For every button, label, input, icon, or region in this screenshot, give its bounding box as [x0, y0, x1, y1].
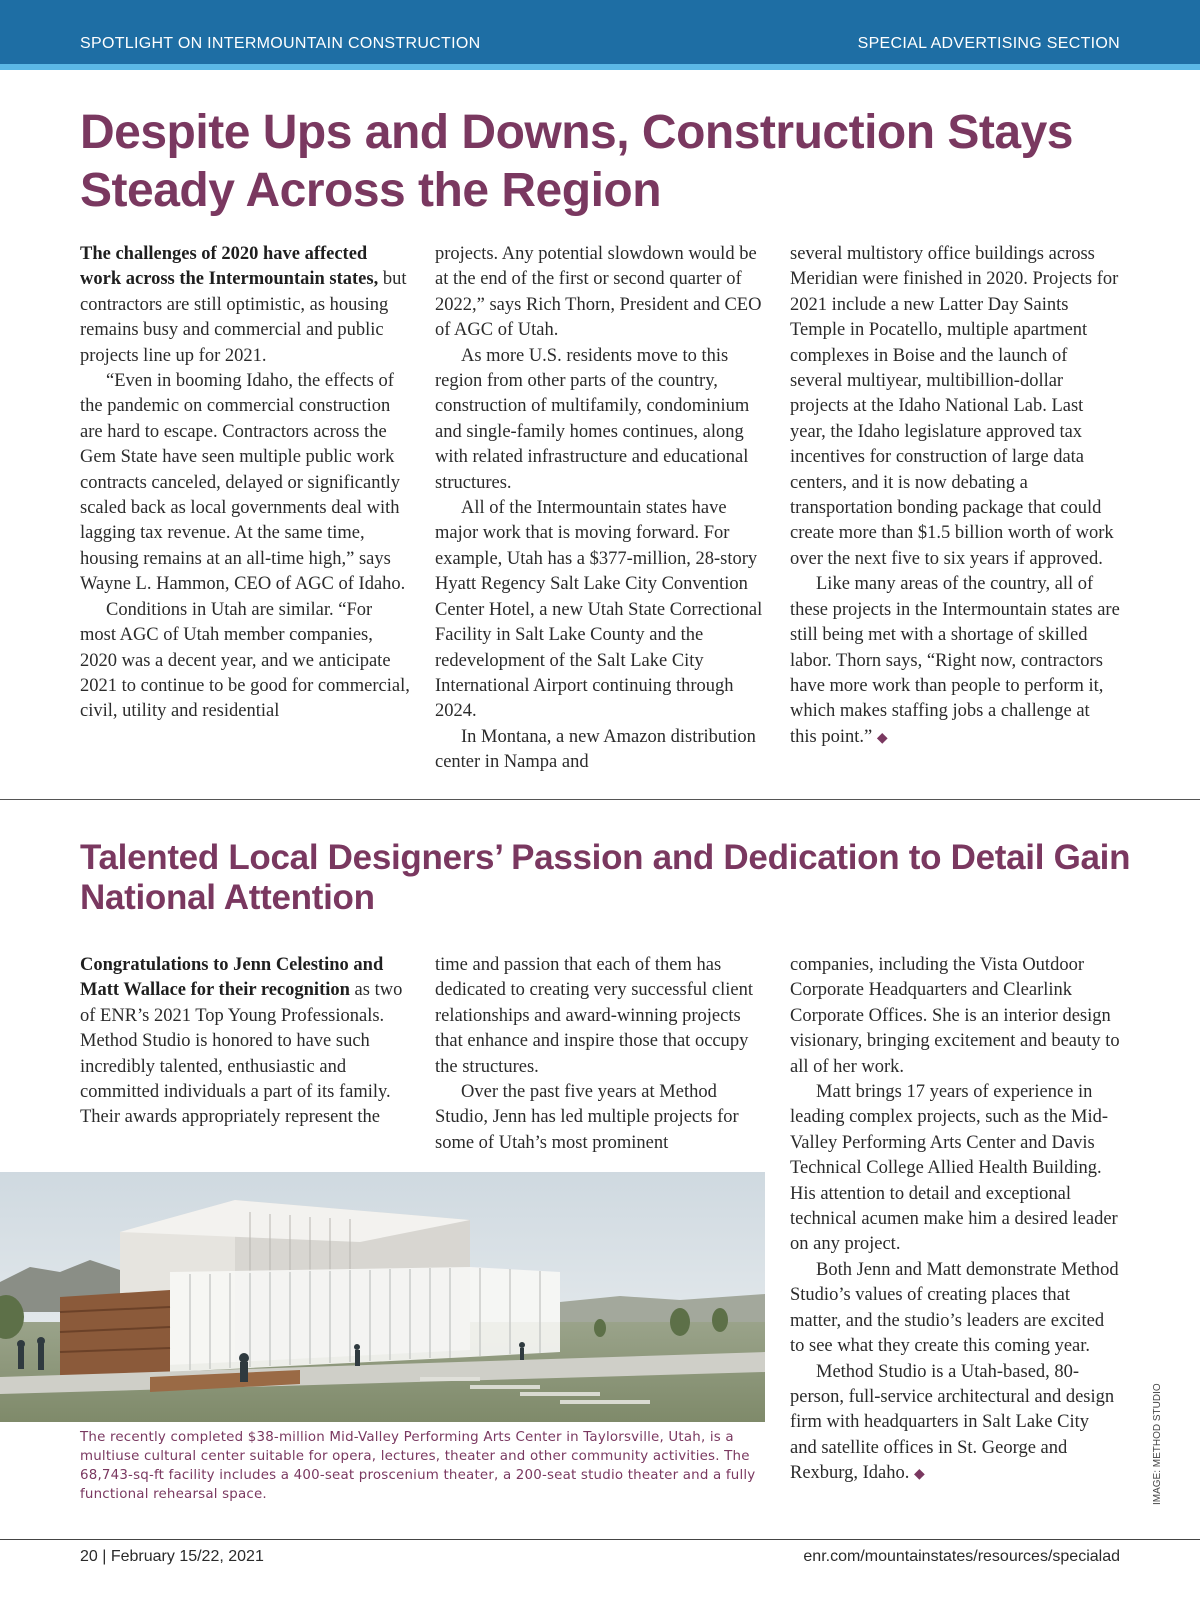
article1-paragraph-continued: projects. Any potential slowdown would be at the end of the first or second quarter of 2022,” says Rich Thorn, President and CEO of AGC of Utah. [435, 244, 762, 341]
article2-column-3 [790, 953, 1120, 1488]
end-mark-icon: ◆ [914, 1467, 925, 1483]
article2-closing-text: Method Studio is a Utah-based, 80-person, full-service architectural and design firm with headquarters in Salt Lake City and satellite offices in St. George and Rexburg, Idaho. [790, 1361, 1115, 1484]
header-accent-stripe [0, 64, 1200, 70]
article2-paragraph [790, 1360, 1120, 1488]
article2-paragraph-continued: time and passion that each of them has dedicated to creating very successful client relationships and award-winning projects that enhance and inspire those that occupy the structures. [435, 955, 753, 1077]
article2-paragraph: Over the past five years at Method Studio, Jenn has led multiple projects for some of Utah’s most prominent [435, 1082, 739, 1153]
advertising-label: SPECIAL ADVERTISING SECTION [857, 35, 1120, 52]
end-mark-icon: ◆ [876, 730, 888, 746]
article2-column-2 [435, 953, 765, 1156]
article1-paragraph: As more U.S. residents move to this region from other parts of the country, construction of multifamily, condominium and single-family homes continues, along with related infrastructure and educational structures. [435, 345, 750, 493]
photo-caption: The recently completed $38-million Mid-Valley Performing Arts Center in Taylorsville, Utah, is a multiuse cultural center suitable for opera, lectures, theater and other community activities. The 68,743-sq-ft facility includes a 400-seat proscenium theater, a 200-seat studio theater and a fully functional rehearsal space. [80, 1430, 756, 1502]
article2-column-1 [80, 953, 410, 1131]
article1-paragraph: In Montana, a new Amazon distribution center in Nampa and [435, 726, 756, 773]
article1-column-1 [80, 242, 410, 725]
article2-title: Talented Local Designers’ Passion and Dedication to Detail Gain National Attention [80, 838, 1131, 917]
article-title: Despite Ups and Downs, Construction Stays Steady Across the Region [80, 106, 1073, 217]
article1-column-3 [790, 242, 1120, 751]
building-rendering-photo [0, 1172, 765, 1422]
header-bar [0, 0, 1200, 64]
footer-url[interactable]: enr.com/mountainstates/resources/specialad [803, 1548, 1120, 1565]
article1-column-2 [435, 242, 765, 776]
article1-closing-text: Like many areas of the country, all of these projects in the Intermountain states are still being met with a shortage of skilled labor. Thorn says, “Right now, contractors have more work than people to perform it, which makes staffing jobs a challenge at this point.” [790, 574, 1120, 747]
footer-divider [0, 1539, 1200, 1540]
article1-paragraph: “Even in booming Idaho, the effects of the pandemic on commercial construction are hard to escape. Contractors across the Gem State have seen multiple public work contracts canceled, delayed or significantly scaled back as local governments deal with lagging tax revenue. At the same time, housing remains at an all-time high,” says Wayne L. Hammon, CEO of AGC of Idaho. [80, 371, 406, 595]
article1-paragraph-continued: several multistory office buildings across Meridian were finished in 2020. Projects for 2021 include a new Latter Day Saints Temple in Pocatello, multiple apartment complexes in Boise and the launch of several multiyear, multibillion-dollar projects at the Idaho National Lab. Last year, the Idaho legislature approved tax incentives for construction of large data centers, and it is now debating a transportation bonding package that could create more than $1.5 billion worth of work over the next five to six years if approved. [790, 244, 1119, 569]
article2-paragraph: Matt brings 17 years of experience in leading complex projects, such as the Mid-Valley Performing Arts Center and Davis Technical College Allied Health Building. His attention to detail and exceptional technical acumen make him a desired leader on any project. [790, 1082, 1118, 1255]
article2-paragraph: Both Jenn and Matt demonstrate Method Studio’s values of creating places that matter, and the studio’s leaders are excited to see what they create this coming year. [790, 1259, 1119, 1357]
section-divider [0, 799, 1200, 800]
section-label: SPOTLIGHT ON INTERMOUNTAIN CONSTRUCTION [80, 35, 481, 52]
page-number-date: 20 | February 15/22, 2021 [80, 1548, 264, 1565]
article1-lead-text: but contractors are still optimistic, as housing remains busy and commercial and public projects line up for 2021. [80, 269, 407, 366]
article2-lead-text: as two of ENR’s 2021 Top Young Professionals. Method Studio is honored to have such incredibly talented, enthusiastic and committed individuals a part of its family. Their awards appropriately represent the [80, 980, 403, 1128]
article2-lead-bold: Congratulations to Jenn Celestino and Matt Wallace for their recognition [80, 955, 384, 1001]
article1-paragraph [790, 572, 1120, 751]
image-credit: IMAGE: METHOD STUDIO [1152, 1383, 1163, 1505]
article1-lead-paragraph [80, 242, 410, 369]
article1-lead-bold: The challenges of 2020 have affected work across the Intermountain states, [80, 244, 379, 290]
article1-paragraph: Conditions in Utah are similar. “For most AGC of Utah member companies, 2020 was a decent year, and we anticipate 2021 to continue to be good for commercial, civil, utility and residential [80, 599, 410, 722]
article2-paragraph-continued: companies, including the Vista Outdoor Corporate Headquarters and Clearlink Corporate Offices. She is an interior design visionary, bringing excitement and beauty to all of her work. [790, 955, 1120, 1077]
article2-lead-paragraph [80, 953, 410, 1131]
article1-paragraph: All of the Intermountain states have major work that is moving forward. For example, Utah has a $377-million, 28-story Hyatt Regency Salt Lake City Convention Center Hotel, a new Utah State Correctional Facility in Salt Lake County and the redevelopment of the Salt Lake City International Airport continuing through 2024. [435, 498, 763, 722]
